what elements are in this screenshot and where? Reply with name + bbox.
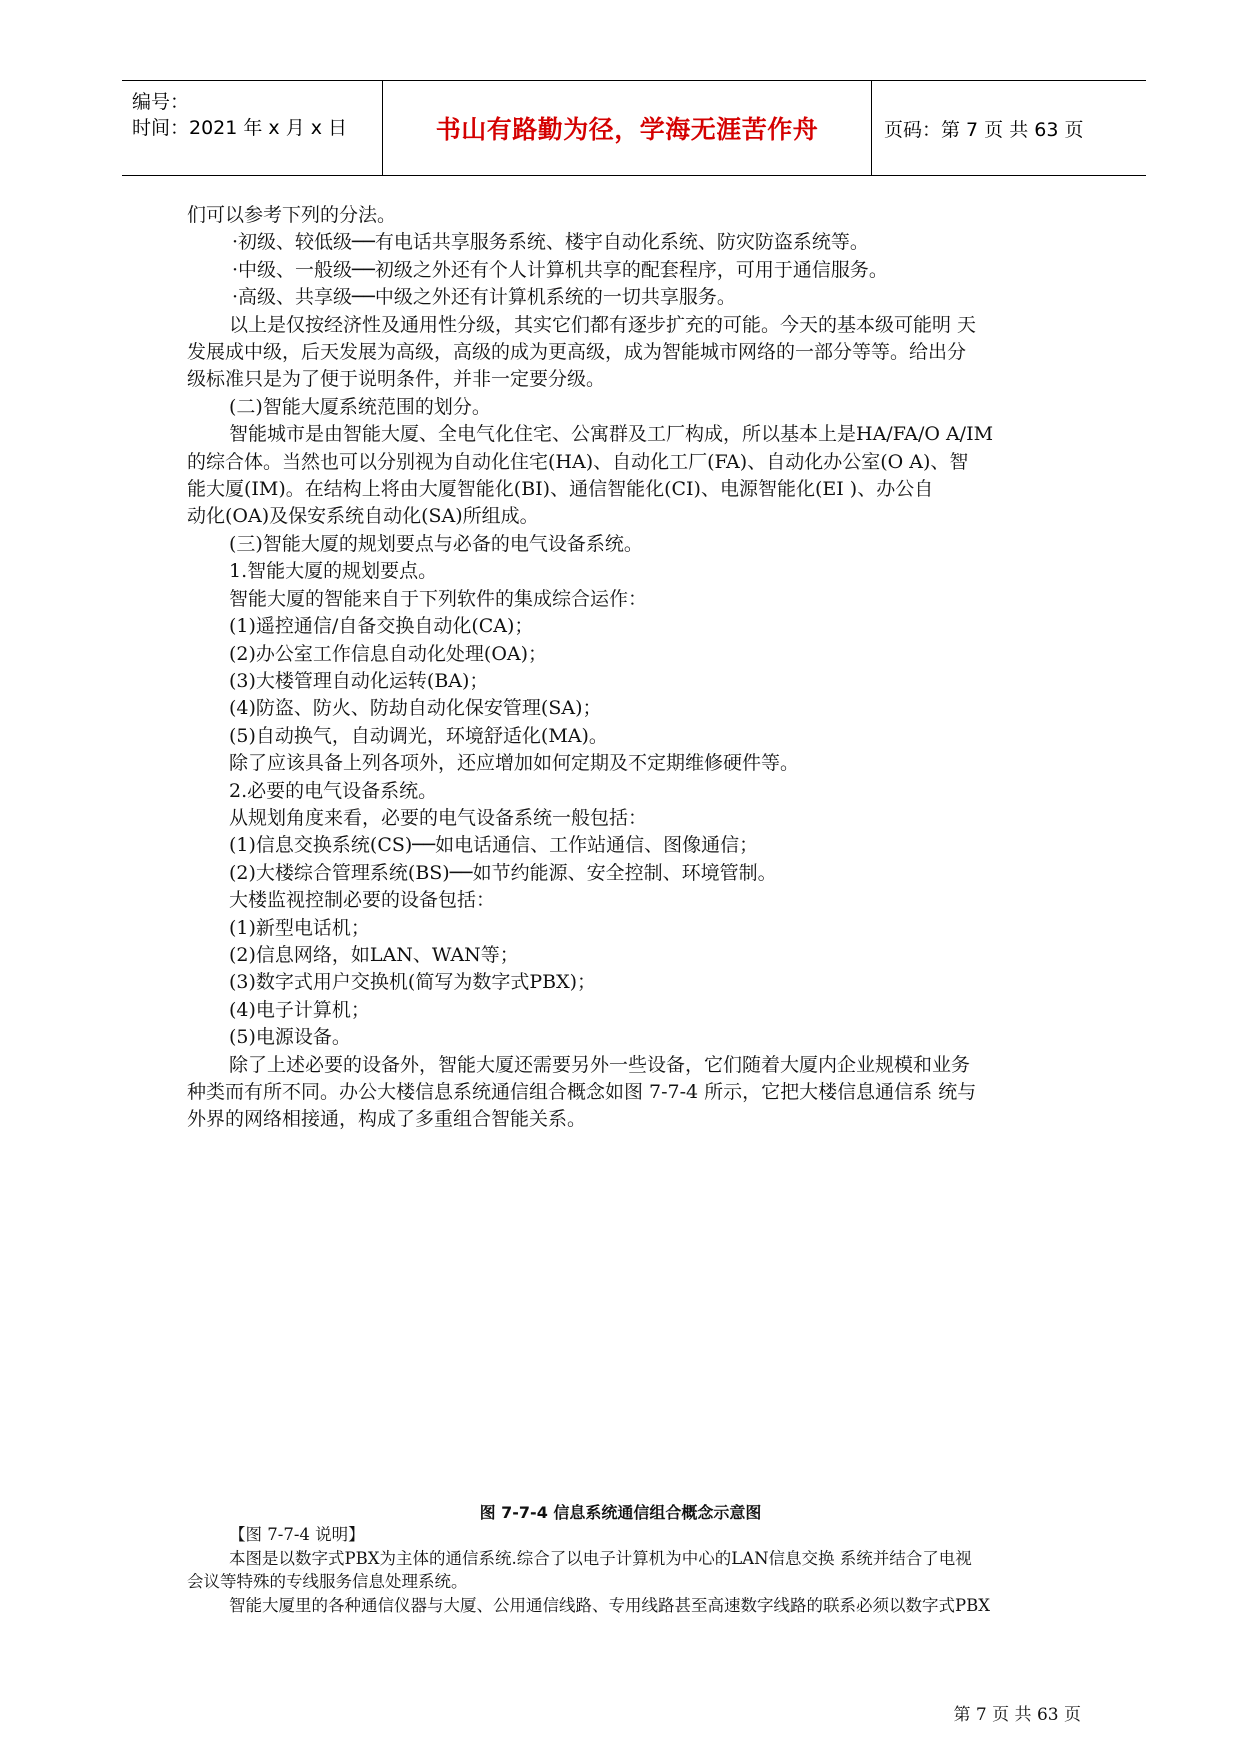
body-line: 大楼监视控制必要的设备包括：	[229, 889, 496, 912]
body-line: 发展成中级，后天发展为高级，高级的成为更高级，成为智能城市网络的一部分等等。给出分	[187, 341, 967, 364]
body-line: ·初级、较低级──有电话共享服务系统、楼宇自动化系统、防灾防盗系统等。	[232, 231, 869, 254]
time-label: 时间：2021 年 x 月 x 日	[132, 117, 348, 139]
header-right-cell	[872, 81, 1146, 175]
body-line: (1)信息交换系统(CS)──如电话通信、工作站通信、图像通信；	[229, 834, 759, 857]
note-line: 本图是以数字式PBX为主体的通信系统.综合了以电子计算机为中心的LAN信息交换 系统并结合了电视	[229, 1548, 972, 1568]
body-line: 能大厦(IM)。在结构上将由大厦智能化(BI)、通信智能化(CI)、电源智能化(EI )、办公自	[187, 478, 934, 501]
body-line: 智能城市是由智能大厦、全电气化住宅、公寓群及工厂构成，所以基本上是HA/FA/O A/IM	[229, 423, 994, 446]
body-line: 们可以参考下列的分法。	[187, 204, 397, 226]
figure-notes	[187, 1523, 1080, 1617]
body-line: (2)办公室工作信息自动化处理(OA)；	[229, 642, 548, 665]
body-line: 动化(OA)及保安系统自动化(SA)所组成。	[187, 505, 539, 528]
body-line: ·高级、共享级──中级之外还有计算机系统的一切共享服务。	[232, 286, 736, 309]
note-line: 智能大厦里的各种通信仪器与大厦、公用通信线路、专用线路甚至高速数字线路的联系必须以数字式PBX	[229, 1595, 990, 1615]
body-line: 级标准只是为了便于说明条件，并非一定要分级。	[187, 368, 606, 391]
body-line: 智能大厦的智能来自于下列软件的集成综合运作：	[229, 587, 648, 610]
note-line: 会议等特殊的专线服务信息处理系统。	[187, 1572, 468, 1591]
body-line: (1)新型电话机；	[229, 916, 370, 939]
figure-caption: 图 7-7-4 信息系统通信组合概念示意图	[479, 1503, 762, 1522]
page-header	[122, 80, 1146, 176]
body-line: (4)电子计算机；	[229, 998, 370, 1021]
body-line: (3)数字式用户交换机(简写为数字式PBX)；	[229, 971, 597, 994]
body-line: 以上是仅按经济性及通用性分级，其实它们都有逐步扩充的可能。今天的基本级可能明 天	[229, 313, 977, 336]
body-line: (三)智能大厦的规划要点与必备的电气设备系统。	[229, 532, 643, 555]
body-line: (2)大楼综合管理系统(BS)──如节约能源、安全控制、环境管制。	[229, 861, 777, 884]
header-motto: 书山有路勤为径，学海无涯苦作舟	[435, 115, 819, 144]
body-line: (二)智能大厦系统范围的划分。	[229, 395, 491, 418]
body-line: (4)防盗、防火、防劫自动化保安管理(SA)；	[229, 697, 602, 720]
body-text	[187, 202, 1080, 1134]
body-line: (1)遥控通信/自备交换自动化(CA)；	[229, 615, 534, 638]
page-footer: 第 7 页 共 63 页	[953, 1705, 1081, 1725]
body-line: 种类而有所不同。办公大楼信息系统通信组合概念如图 7-7-4 所示，它把大楼信息通信系 统与	[187, 1081, 977, 1103]
body-line: 除了上述必要的设备外，智能大厦还需要另外一些设备，它们随着大厦内企业规模和业务	[229, 1053, 971, 1076]
body-line: 的综合体。当然也可以分别视为自动化住宅(HA)、自动化工厂(FA)、自动化办公室(O A)、智	[187, 450, 969, 473]
body-line: ·中级、一般级──初级之外还有个人计算机共享的配套程序，可用于通信服务。	[232, 258, 888, 281]
body-line: (5)自动换气，自动调光，环境舒适化(MA)。	[229, 724, 608, 747]
body-line: (3)大楼管理自动化运转(BA)；	[229, 669, 489, 692]
note-line: 【图 7-7-4 说明】	[229, 1525, 365, 1544]
body-line: 1.智能大厦的规划要点。	[229, 560, 438, 583]
body-line: 外界的网络相接通，构成了多重组合智能关系。	[187, 1108, 587, 1131]
body-line: (2)信息网络，如LAN、WAN等；	[229, 943, 519, 966]
header-page-code: 页码：第 7 页 共 63 页	[884, 118, 1084, 141]
body-line: 2.必要的电气设备系统。	[229, 779, 438, 802]
body-line: 除了应该具备上列各项外，还应增加如何定期及不定期维修硬件等。	[229, 752, 800, 775]
body-line: 从规划角度来看，必要的电气设备系统一般包括：	[229, 806, 648, 829]
body-line: (5)电源设备。	[229, 1026, 351, 1049]
serial-label: 编号：	[132, 91, 190, 113]
header-left-cell	[122, 81, 382, 175]
header-motto-cell	[382, 81, 872, 175]
